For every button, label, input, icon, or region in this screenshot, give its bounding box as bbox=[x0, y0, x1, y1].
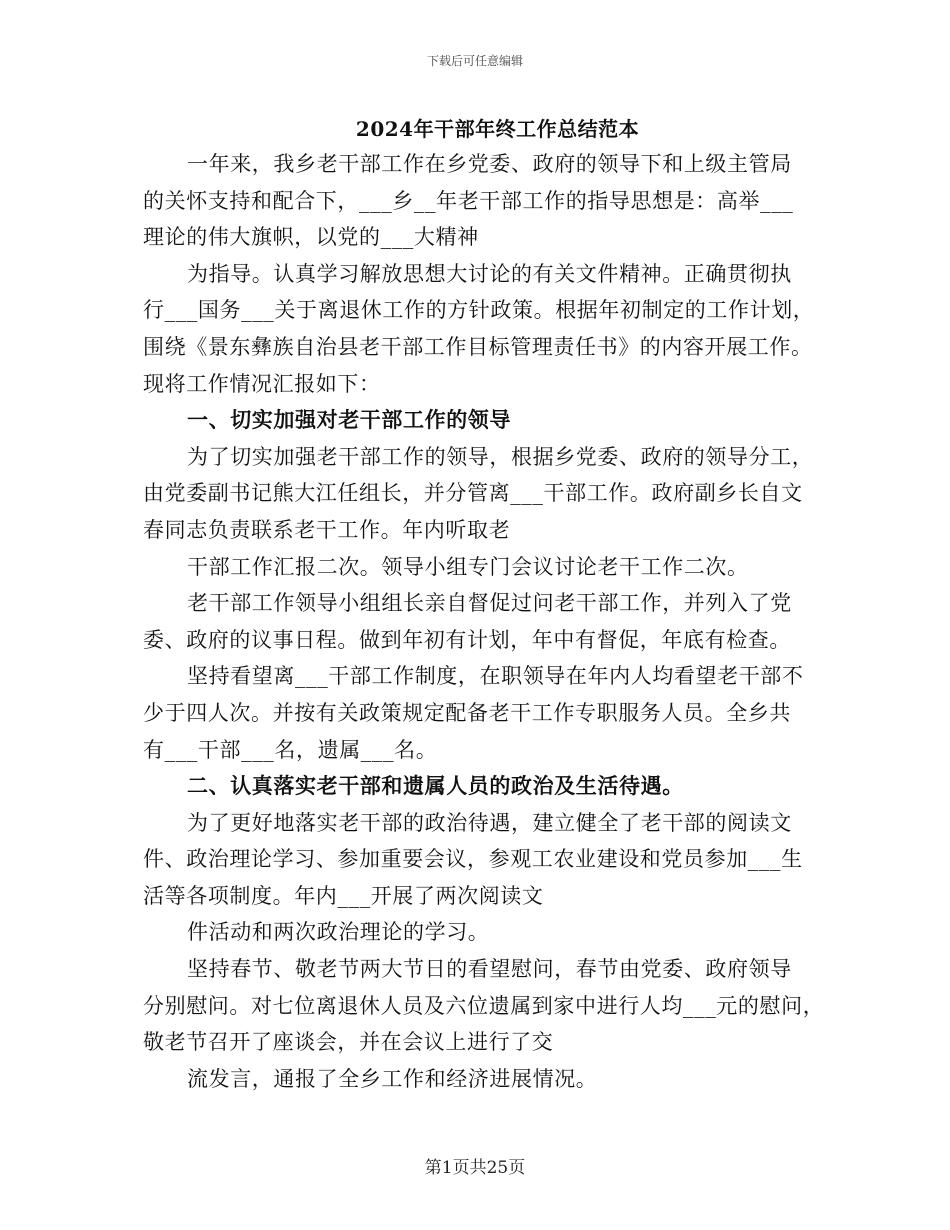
paragraph-line: 流发言，通报了全乡工作和经济进展情况。 bbox=[187, 1066, 598, 1091]
paragraph-line: 有___干部___名，遗属___名。 bbox=[143, 737, 438, 762]
section-heading: 一、切实加强对老干部工作的领导 bbox=[187, 407, 511, 433]
paragraph-line: 由党委副书记熊大江任组长，并分管离___干部工作。政府副乡长自文 bbox=[143, 481, 803, 506]
paragraph-line: 为了切实加强老干部工作的领导，根据乡党委、政府的领导分工， bbox=[187, 444, 814, 469]
paragraph-line: 现将工作情况汇报如下： bbox=[143, 371, 381, 396]
section-heading: 二、认真落实老干部和遗属人员的政治及生活待遇。 bbox=[187, 773, 684, 799]
paragraph-line: 件活动和两次政治理论的学习。 bbox=[187, 920, 490, 945]
document-body bbox=[143, 146, 825, 1097]
paragraph-line: 行___国务___关于离退休工作的方针政策。根据年初制定的工作计划， bbox=[143, 298, 815, 323]
paragraph-line: 春同志负责联系老干工作。年内听取老 bbox=[143, 517, 511, 542]
header-note: 下载后可任意编辑 bbox=[426, 54, 523, 68]
paragraph-line: 的关怀支持和配合下，___乡__年老干部工作的指导思想是：高举___ bbox=[143, 188, 794, 213]
paragraph-line: 坚持春节、敬老节两大节日的看望慰问，春节由党委、政府领导 bbox=[187, 957, 792, 982]
paragraph-line: 委、政府的议事日程。做到年初有计划，年中有督促，年底有检查。 bbox=[143, 627, 791, 652]
paragraph-line: 分别慰问。对七位离退休人员及六位遗属到家中进行人均___元的慰问， bbox=[143, 993, 825, 1018]
paragraph-line: 坚持看望离___干部工作制度，在职领导在年内人均看望老干部不 bbox=[187, 664, 804, 689]
paragraph-line: 活等各项制度。年内___开展了两次阅读文 bbox=[143, 883, 544, 908]
paragraph-line: 干部工作汇报二次。领导小组专门会议讨论老干工作二次。 bbox=[187, 554, 749, 579]
paragraph-line: 一年来，我乡老干部工作在乡党委、政府的领导下和上级主管局 bbox=[187, 152, 792, 176]
paragraph-line: 老干部工作领导小组组长亲自督促过问老干部工作，并列入了党 bbox=[187, 591, 792, 616]
paragraph-line: 件、政治理论学习、参加重要会议，参观工农业建设和党员参加___生 bbox=[143, 847, 803, 872]
paragraph-line: 少于四人次。并按有关政策规定配备老干工作专职服务人员。全乡共 bbox=[143, 700, 791, 725]
paragraph-line: 为指导。认真学习解放思想大讨论的有关文件精神。正确贯彻执 bbox=[187, 261, 792, 286]
paragraph-line: 理论的伟大旗帜，以党的___大精神 bbox=[143, 225, 479, 250]
paragraph-line: 为了更好地落实老干部的政治待遇，建立健全了老干部的阅读文 bbox=[187, 810, 792, 835]
page-footer: 第1页共25页 bbox=[424, 1158, 526, 1178]
paragraph-line: 敬老节召开了座谈会，并在会议上进行了交 bbox=[143, 1030, 554, 1055]
document-title: 2024年干部年终工作总结范本 bbox=[355, 117, 640, 141]
paragraph-line: 围绕《景东彝族自治县老干部工作目标管理责任书》的内容开展工作。 bbox=[143, 334, 813, 359]
